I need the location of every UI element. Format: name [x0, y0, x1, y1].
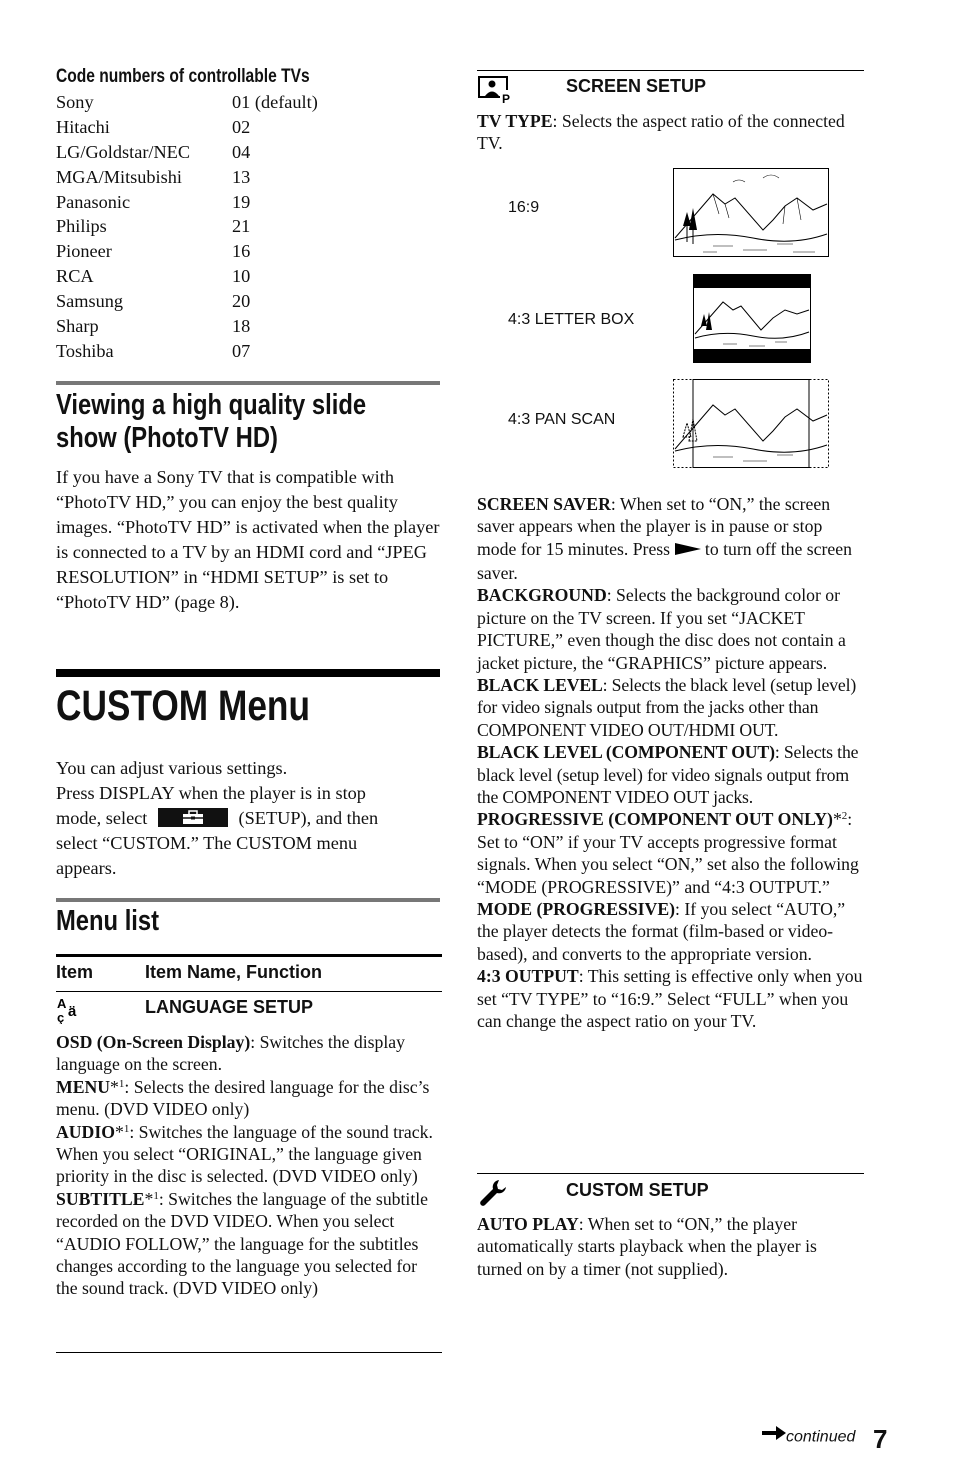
tv-code-row [56, 214, 442, 239]
mode-progressive-item [477, 898, 864, 965]
osd-text: : Switches the display language on the screen. [56, 1032, 405, 1075]
black-level-component-term: BLACK LEVEL (COMPONENT OUT) [477, 742, 775, 763]
menu-term: MENU [56, 1076, 111, 1097]
tv-brand: Philips [56, 216, 107, 237]
svg-text:P: P [502, 92, 511, 104]
custom-intro-line5: appears. [56, 857, 117, 878]
section-rule [56, 898, 440, 902]
auto-play-term: AUTO PLAY [477, 1214, 579, 1234]
tv-type-item [477, 110, 864, 155]
tv-code-row [56, 289, 442, 314]
svg-text:ç: ç [57, 1010, 65, 1024]
wrench-icon [479, 1178, 509, 1213]
audio-term: AUDIO [56, 1121, 115, 1142]
progressive-text: : Set to “ON” if your TV accepts progressive format signals. When you select “ON,” set also the following “MODE (PROGRESSIVE)” and “4:3 OUTPUT.” [477, 809, 859, 897]
osd-item [56, 1031, 442, 1076]
menu-list-heading: Menu list [56, 905, 160, 937]
custom-setup-row [477, 1177, 864, 1209]
tv-code: 18 [232, 316, 251, 337]
menu-item [56, 1076, 442, 1121]
menu-table-header [56, 962, 442, 983]
subtitle-star: * [144, 1188, 154, 1209]
phototv-body: If you have a Sony TV that is compatible with “PhotoTV HD,” you can enjoy the best quality images. “PhotoTV HD” is activated when the player is connected to a TV by an HDMI cord and “JPEG RESOLUTION” in “HDMI SETUP” is set to “PhotoTV HD” (page 8). [56, 467, 440, 612]
play-icon [675, 538, 701, 560]
progressive-sup: 2 [841, 810, 848, 823]
svg-text:ä: ä [68, 1003, 77, 1020]
menu-text: : Selects the desired language for the disc’s menu. (DVD VIDEO only) [56, 1076, 430, 1120]
tv-code: 10 [232, 266, 251, 287]
illustration-16-9 [673, 168, 829, 257]
screen-setup-icon [478, 76, 514, 109]
menu-table-top-rule [56, 954, 442, 957]
tv-code: 01 (default) [232, 92, 318, 112]
tv-brand: Sony [56, 92, 94, 112]
table-rule [56, 991, 442, 992]
tv-code: 04 [232, 141, 251, 162]
tv-code: 02 [232, 116, 251, 137]
custom-intro-line4: select “CUSTOM.” The CUSTOM menu [56, 832, 358, 853]
auto-play-text: : When set to “ON,” the player automatically starts playback when the player is turned on by a timer (not supplied). [477, 1214, 817, 1279]
tv-brand: Toshiba [56, 340, 114, 361]
tv-code: 20 [232, 291, 251, 312]
menu-sup: 1 [118, 1077, 125, 1090]
tv-code-row [56, 314, 442, 339]
subtitle-sup: 1 [153, 1189, 159, 1202]
black-level-text: : Selects the black level (setup level) for video signals output from the jacks other than COMPONENT VIDEO OUT/HDMI OUT. [477, 674, 857, 740]
phototv-heading-line2: show (PhotoTV HD) [56, 422, 278, 454]
osd-term: OSD (On-Screen Display) [56, 1032, 251, 1052]
tv-code: 19 [232, 191, 251, 212]
continued-marker [762, 1428, 855, 1447]
tv-brand: Panasonic [56, 191, 131, 212]
illustration-letterbox [693, 274, 811, 363]
subtitle-item [56, 1188, 442, 1300]
custom-intro-line3a: mode, select [56, 807, 148, 828]
tv-brand: LG/Goldstar/NEC [56, 141, 191, 162]
background-term: BACKGROUND [477, 585, 607, 606]
tv-code-row [56, 239, 442, 264]
tv-code-row [56, 115, 442, 140]
tv-code-row [56, 339, 442, 364]
background-text: : Selects the background color or picture on the TV screen. If you set “JACKET PICTURE,” even though the disc does not contain a jacket picture, the “GRAPHICS” picture appears. [477, 585, 846, 673]
tv-brand: Pioneer [56, 241, 112, 262]
screen-saver-term: SCREEN SAVER [477, 494, 611, 514]
mode-progressive-term: MODE (PROGRESSIVE) [477, 899, 676, 920]
output-43-term: 4:3 OUTPUT [477, 966, 579, 987]
col-name-header: Item Name, Function [145, 962, 323, 982]
custom-intro-line3b: (SETUP), and then [238, 807, 379, 828]
tv-code-row [56, 90, 442, 115]
tv-code: 13 [232, 166, 251, 187]
tv-type-text: : Selects the aspect ratio of the connected TV. [477, 111, 845, 154]
output-43-text: : This setting is effective only when you set “TV TYPE” to “16:9.” Select “FULL” when you can change the aspect ratio on your TV. [477, 966, 863, 1032]
screen-setup-row [477, 74, 864, 106]
menu-star: * [110, 1076, 119, 1097]
black-level-component-item [477, 741, 864, 808]
audio-star: * [114, 1121, 124, 1142]
custom-menu-heading: CUSTOM Menu [56, 682, 311, 730]
tv-code-row [56, 140, 442, 165]
setup-toolbox-icon [158, 808, 228, 827]
screen-saver-item [477, 493, 864, 584]
label-letterbox: 4:3 LETTER BOX [508, 311, 635, 328]
tv-brand: MGA/Mitsubishi [56, 166, 182, 187]
progressive-star: * [832, 809, 842, 830]
custom-setup-label: CUSTOM SETUP [566, 1180, 709, 1200]
continued-text: continued [786, 1428, 856, 1446]
tv-code: 21 [232, 216, 251, 237]
tv-code-row [56, 165, 442, 190]
page-number: 7 [873, 1424, 888, 1454]
illustration-panscan [673, 379, 829, 468]
label-16-9: 16:9 [508, 199, 540, 216]
language-setup-label: LANGUAGE SETUP [145, 997, 314, 1017]
tv-brand: Sharp [56, 316, 99, 337]
background-item [477, 584, 864, 674]
svg-text:A: A [57, 996, 67, 1011]
table-rule [477, 70, 864, 71]
screen-saver-text1: : When set to “ON,” the screen saver appears when the player is in pause or stop mode for 15 minutes. Press [477, 494, 831, 559]
auto-play-item [477, 1213, 864, 1280]
col-item-header: Item [56, 962, 94, 982]
table-rule [477, 1173, 864, 1174]
mode-progressive-text: : If you select “AUTO,” the player detects the format (film-based or video-based), and converts to the appropriate version. [477, 899, 846, 964]
subtitle-term: SUBTITLE [56, 1188, 145, 1209]
black-level-term: BLACK LEVEL [477, 674, 603, 695]
black-level-item [477, 674, 864, 741]
custom-intro-line3 [56, 806, 442, 831]
phototv-heading-line1: Viewing a high quality slide [56, 389, 367, 421]
section-rule [56, 381, 440, 385]
tv-brand: Hitachi [56, 116, 110, 137]
arrow-right-icon [762, 1426, 786, 1445]
tv-type-term: TV TYPE [477, 111, 553, 131]
tv-brand: RCA [56, 266, 94, 287]
language-setup-items [56, 1031, 442, 1300]
black-level-component-text: : Selects the black level (setup level) for video signals output from the COMPONENT VIDEO OUT jacks. [477, 742, 859, 808]
language-setup-row [56, 996, 442, 1026]
tv-code-row [56, 190, 442, 215]
progressive-item [477, 808, 864, 898]
tv-code-row [56, 264, 442, 289]
tv-code: 16 [232, 241, 251, 262]
language-icon [56, 996, 86, 1029]
screen-saver-text2: to turn off the screen saver. [477, 538, 852, 583]
screen-setup-label: SCREEN SETUP [566, 76, 707, 96]
subtitle-text: : Switches the language of the subtitle recorded on the DVD VIDEO. When you select “AUDIO FOLLOW,” the language for the subtitles changes according to the language you selected for the sound track. (DVD VIDEO only) [56, 1188, 429, 1299]
output-43-item [477, 965, 864, 1032]
tv-codes-heading: Code numbers of controllable TVs [56, 66, 310, 87]
phototv-heading [56, 389, 366, 455]
custom-intro [56, 756, 442, 881]
custom-intro-line1: You can adjust various settings. [56, 758, 288, 778]
tv-codes-table [56, 90, 442, 364]
section-rule-black [56, 669, 440, 677]
screen-setup-items [477, 493, 864, 1032]
tv-code: 07 [232, 340, 251, 361]
progressive-term: PROGRESSIVE (COMPONENT OUT ONLY) [477, 809, 833, 830]
table-bottom-rule [56, 1352, 442, 1353]
audio-text: : Switches the language of the sound track. When you select “ORIGINAL,” the language given priority in the disc is selected. (DVD VIDEO only) [56, 1121, 433, 1187]
tv-brand: Samsung [56, 291, 124, 312]
audio-sup: 1 [123, 1122, 130, 1135]
label-panscan: 4:3 PAN SCAN [508, 411, 616, 428]
custom-intro-line2: Press DISPLAY when the player is in stop [56, 782, 366, 803]
audio-item [56, 1121, 442, 1188]
